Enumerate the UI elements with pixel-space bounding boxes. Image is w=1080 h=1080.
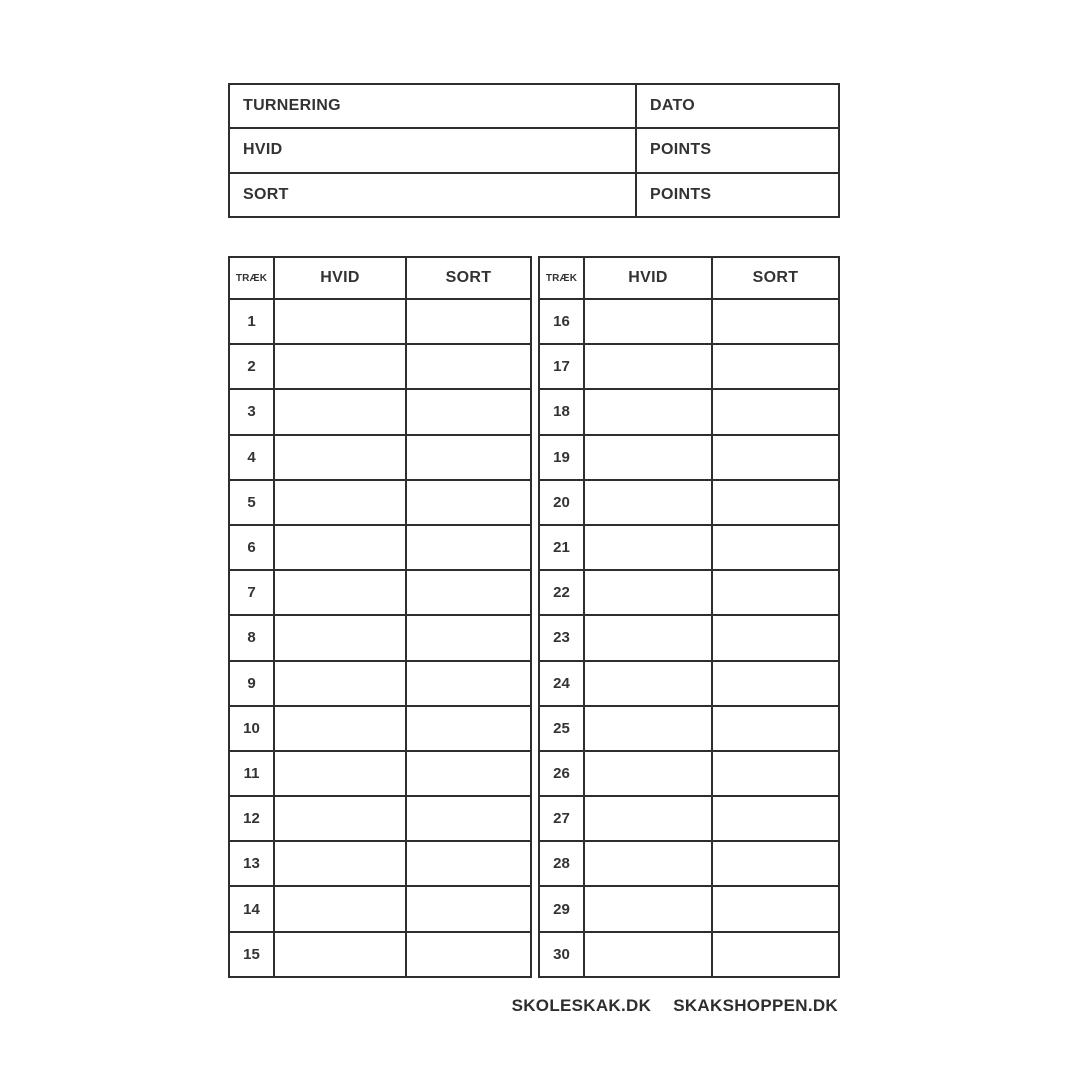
black-move-cell — [712, 389, 839, 434]
white-move-cell — [584, 480, 712, 525]
white-move-cell — [584, 435, 712, 480]
white-move-cell — [274, 615, 406, 660]
white-move-cell — [584, 344, 712, 389]
move-row — [539, 886, 839, 931]
black-move-cell — [712, 751, 839, 796]
white-move-cell — [584, 525, 712, 570]
move-number: 27 — [539, 796, 584, 841]
moves-header-row — [229, 257, 531, 299]
black-move-cell — [406, 615, 531, 660]
move-number: 28 — [539, 841, 584, 886]
move-number: 30 — [539, 932, 584, 977]
moves-header-row — [539, 257, 839, 299]
move-number: 1 — [229, 299, 274, 344]
move-row — [229, 661, 531, 706]
move-row — [229, 796, 531, 841]
move-number: 6 — [229, 525, 274, 570]
black-move-cell — [712, 796, 839, 841]
moves-table-1-15 — [228, 256, 532, 978]
white-move-cell — [274, 751, 406, 796]
white-move-cell — [274, 570, 406, 615]
move-number: 4 — [229, 435, 274, 480]
black-move-cell — [406, 751, 531, 796]
move-row — [229, 706, 531, 751]
info-row-black — [229, 173, 839, 217]
black-move-cell — [406, 299, 531, 344]
move-number: 10 — [229, 706, 274, 751]
move-row — [539, 480, 839, 525]
black-move-cell — [712, 344, 839, 389]
black-move-cell — [406, 389, 531, 434]
move-number: 26 — [539, 751, 584, 796]
move-row — [539, 661, 839, 706]
black-player-cell — [229, 173, 636, 217]
black-move-cell — [712, 570, 839, 615]
black-move-cell — [406, 570, 531, 615]
black-move-cell — [406, 841, 531, 886]
black-move-cell — [712, 932, 839, 977]
date-cell — [636, 84, 839, 128]
skoleskak-brand: SKOLESKAK.DK — [511, 996, 652, 1015]
move-row — [229, 751, 531, 796]
black-move-cell — [712, 480, 839, 525]
black-move-cell — [712, 706, 839, 751]
black-move-cell — [406, 480, 531, 525]
move-number: 20 — [539, 480, 584, 525]
move-row — [229, 480, 531, 525]
white-move-cell — [274, 706, 406, 751]
black-move-cell — [712, 299, 839, 344]
move-row — [229, 615, 531, 660]
white-move-cell — [584, 615, 712, 660]
date-label: DATO — [650, 97, 696, 115]
white-player-label: HVID — [243, 141, 283, 159]
move-row — [229, 344, 531, 389]
move-row — [539, 299, 839, 344]
white-move-cell — [584, 796, 712, 841]
skakshoppen-brand: SKAKSHOPPEN.DK — [673, 996, 838, 1015]
black-player-label: SORT — [243, 185, 289, 203]
move-number: 12 — [229, 796, 274, 841]
black-move-cell — [406, 435, 531, 480]
white-move-cell — [274, 344, 406, 389]
moves-table-16-30 — [538, 256, 840, 978]
black-column-header: SORT — [712, 257, 839, 299]
black-points-cell — [636, 173, 839, 217]
black-points-label: POINTS — [650, 185, 712, 203]
move-row — [539, 706, 839, 751]
move-column-header: TRÆK — [539, 257, 584, 299]
black-move-cell — [406, 706, 531, 751]
white-move-cell — [584, 932, 712, 977]
move-number: 18 — [539, 389, 584, 434]
move-number: 24 — [539, 661, 584, 706]
move-row — [539, 932, 839, 977]
white-move-cell — [274, 480, 406, 525]
black-move-cell — [406, 344, 531, 389]
move-number: 22 — [539, 570, 584, 615]
white-points-cell — [636, 128, 839, 172]
move-number: 14 — [229, 886, 274, 931]
black-column-header: SORT — [406, 257, 531, 299]
move-row — [539, 525, 839, 570]
black-move-cell — [406, 796, 531, 841]
move-row — [229, 570, 531, 615]
move-row — [539, 615, 839, 660]
black-move-cell — [406, 661, 531, 706]
move-row — [229, 841, 531, 886]
white-move-cell — [274, 796, 406, 841]
move-row — [539, 796, 839, 841]
move-number: 5 — [229, 480, 274, 525]
white-move-cell — [274, 389, 406, 434]
move-number: 9 — [229, 661, 274, 706]
move-number: 7 — [229, 570, 274, 615]
white-move-cell — [584, 570, 712, 615]
move-number: 21 — [539, 525, 584, 570]
move-number: 25 — [539, 706, 584, 751]
black-move-cell — [712, 435, 839, 480]
white-move-cell — [274, 841, 406, 886]
info-row-white — [229, 128, 839, 172]
white-move-cell — [584, 706, 712, 751]
white-column-header: HVID — [274, 257, 406, 299]
black-move-cell — [712, 886, 839, 931]
move-column-header: TRÆK — [229, 257, 274, 299]
move-row — [539, 570, 839, 615]
move-number: 23 — [539, 615, 584, 660]
white-column-header: HVID — [584, 257, 712, 299]
move-number: 3 — [229, 389, 274, 434]
move-number: 16 — [539, 299, 584, 344]
white-move-cell — [274, 886, 406, 931]
white-move-cell — [584, 299, 712, 344]
white-move-cell — [584, 841, 712, 886]
black-move-cell — [712, 841, 839, 886]
footer — [512, 996, 838, 1016]
black-move-cell — [406, 932, 531, 977]
move-row — [229, 435, 531, 480]
black-move-cell — [712, 525, 839, 570]
move-row — [539, 344, 839, 389]
move-row — [229, 886, 531, 931]
info-row-tournament — [229, 84, 839, 128]
move-row — [539, 841, 839, 886]
move-number: 29 — [539, 886, 584, 931]
move-number: 15 — [229, 932, 274, 977]
move-number: 8 — [229, 615, 274, 660]
black-move-cell — [406, 525, 531, 570]
black-move-cell — [406, 886, 531, 931]
white-move-cell — [274, 661, 406, 706]
white-move-cell — [274, 435, 406, 480]
move-row — [539, 389, 839, 434]
black-move-cell — [712, 661, 839, 706]
white-move-cell — [584, 661, 712, 706]
black-move-cell — [712, 615, 839, 660]
white-player-cell — [229, 128, 636, 172]
game-info-table — [228, 83, 840, 218]
white-move-cell — [274, 932, 406, 977]
move-row — [229, 932, 531, 977]
move-row — [229, 525, 531, 570]
move-number: 19 — [539, 435, 584, 480]
white-move-cell — [584, 389, 712, 434]
move-row — [539, 435, 839, 480]
move-number: 17 — [539, 344, 584, 389]
move-number: 2 — [229, 344, 274, 389]
white-move-cell — [584, 751, 712, 796]
move-row — [229, 389, 531, 434]
tournament-cell — [229, 84, 636, 128]
white-move-cell — [274, 525, 406, 570]
tournament-label: TURNERING — [243, 97, 341, 115]
move-number: 13 — [229, 841, 274, 886]
white-points-label: POINTS — [650, 141, 712, 159]
white-move-cell — [584, 886, 712, 931]
move-row — [539, 751, 839, 796]
move-number: 11 — [229, 751, 274, 796]
white-move-cell — [274, 299, 406, 344]
move-row — [229, 299, 531, 344]
